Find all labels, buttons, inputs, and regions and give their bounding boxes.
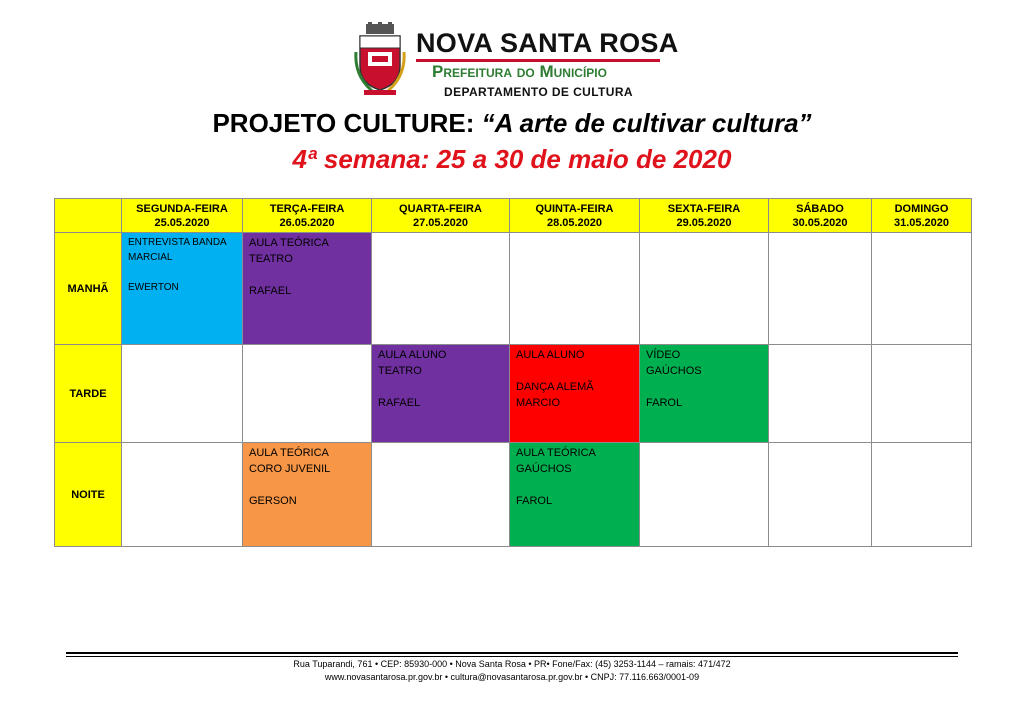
activity-text [122,345,242,349]
empty-cell [872,443,972,547]
activity-cell [510,345,640,443]
period-label: TARDE [55,345,122,443]
activity-text: AULA ALUNO TEATRO RAFAEL [378,349,447,409]
activity-cell [243,443,372,547]
day-name: SÁBADO [796,202,844,215]
activity-text [243,345,371,349]
empty-cell [243,345,372,443]
activity-text [872,443,971,447]
activity-cell [122,233,243,345]
activity-text: AULA TEÓRICA GAÚCHOS FAROL [516,447,596,507]
empty-cell [372,233,510,345]
empty-cell [510,233,640,345]
activity-text: AULA ALUNO DANÇA ALEMÃ MARCIO [516,349,594,409]
day-date: 27.05.2020 [412,216,469,229]
header-row [55,199,972,233]
day-date: 25.05.2020 [154,216,210,229]
empty-cell [122,443,243,547]
org-name: NOVA SANTA ROSA [416,28,679,58]
day-name: QUINTA-FEIRA [535,202,614,215]
empty-cell [372,443,510,547]
footer-divider [66,652,958,654]
page-title [0,108,1024,139]
empty-cell [122,345,243,443]
empty-cell [640,233,769,345]
day-header [769,199,872,233]
empty-cell [872,233,972,345]
activity-text: AULA TEÓRICA CORO JUVENIL GERSON [249,447,331,507]
period-row [55,443,972,547]
org-subtitle: Prefeitura do Município [432,62,607,81]
corner-cell [55,199,122,233]
day-name: DOMINGO [894,202,949,215]
activity-text [122,443,242,447]
activity-text [872,233,971,237]
empty-cell [769,443,872,547]
day-header [243,199,372,233]
empty-cell [640,443,769,547]
department-name: DEPARTAMENTO DE CULTURA [444,85,633,99]
activity-text [640,233,768,237]
empty-cell [769,345,872,443]
period-label: MANHÃ [55,233,122,345]
municipal-crest-icon [354,22,406,98]
activity-text [769,233,871,237]
day-date: 26.05.2020 [279,216,335,229]
day-header [122,199,243,233]
day-header [640,199,769,233]
activity-cell [640,345,769,443]
activity-text: VÍDEO GAÚCHOS FAROL [646,349,702,409]
day-header [872,199,972,233]
day-name: SEXTA-FEIRA [667,202,741,215]
period-label: NOITE [55,443,122,547]
week-title: 4ª semana: 25 a 30 de maio de 2020 [292,144,732,174]
activity-text [640,443,768,447]
footer-address: Rua Tuparandi, 761 • CEP: 85930-000 • Nova Santa Rosa • PR• Fone/Fax: (45) 3253-1144 – ramais: 471/472 [293,659,731,669]
title-prefix: PROJETO CULTURE: [212,108,482,138]
activity-text [769,443,871,447]
day-date: 28.05.2020 [546,216,603,229]
empty-cell [872,345,972,443]
footer-divider-thin [66,656,958,657]
footer-contact: www.novasantarosa.pr.gov.br • cultura@novasantarosa.pr.gov.br • CNPJ: 77.116.663/0001-09 [324,672,700,682]
activity-text [769,345,871,349]
day-header [510,199,640,233]
day-name: TERÇA-FEIRA [269,202,345,215]
activity-cell [510,443,640,547]
letterhead [0,18,1024,104]
activity-text [372,443,509,447]
activity-cell [372,345,510,443]
activity-text [872,345,971,349]
schedule-table [54,198,972,547]
period-row [55,233,972,345]
day-date: 31.05.2020 [893,216,950,229]
title-quote: “A arte de cultivar cultura” [481,108,812,138]
day-header [372,199,510,233]
activity-text: AULA TEÓRICA TEATRO RAFAEL [249,237,329,297]
activity-text: ENTREVISTA BANDA MARCIAL EWERTON [128,237,227,293]
activity-text [372,233,509,237]
day-name: QUARTA-FEIRA [399,202,482,215]
activity-cell [243,233,372,345]
day-name: SEGUNDA-FEIRA [136,202,228,215]
activity-text [510,233,639,237]
day-date: 29.05.2020 [676,216,732,229]
empty-cell [769,233,872,345]
period-row [55,345,972,443]
day-date: 30.05.2020 [792,216,848,229]
